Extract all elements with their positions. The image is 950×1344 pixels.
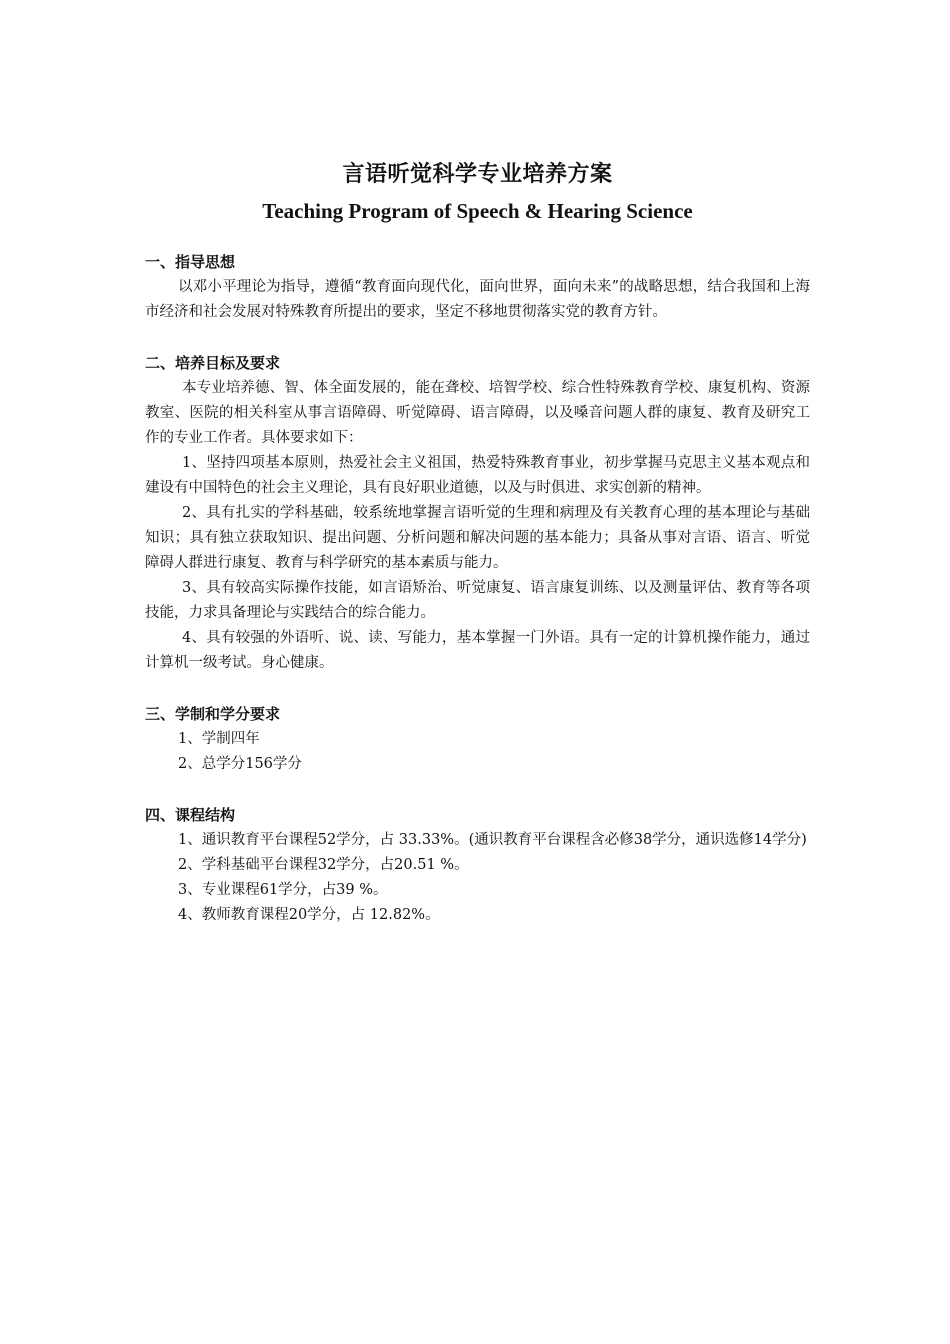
section-paragraph: 以邓小平理论为指导，遵循“教育面向现代化，面向世界，面向未来”的战略思想，结合我国和上海市经济和社会发展对特殊教育所提出的要求，坚定不移地贯彻落实党的教育方针。 [145, 279, 810, 320]
section-heading: 四、课程结构 [145, 806, 236, 824]
document-title: 言语听觉科学专业培养方案 [342, 162, 613, 187]
list-item: 1、通识教育平台课程52学分，占 33.33%。(通识教育平台课程含必修38学分，通识选修14学分) [178, 832, 807, 848]
requirement-item: 2、具有扎实的学科基础，较系统地掌握言语听觉的生理和病理及有关教育心理的基本理论与基础知识；具有独立获取知识、提出问题、分析问题和解决问题的基本能力；具备从事对言语、语言、听觉障碍人群进行康复、教育与科学研究的基本素质与能力。 [145, 505, 810, 571]
section-guiding-ideology [145, 250, 810, 325]
requirement-item: 3、具有较高实际操作技能，如言语矫治、听觉康复、语言康复训练、以及测量评估、教育等各项技能，力求具备理论与实践结合的综合能力。 [145, 580, 810, 621]
requirement-item: 4、具有较强的外语听、说、读、写能力，基本掌握一门外语。具有一定的计算机操作能力，通过计算机一级考试。身心健康。 [145, 630, 810, 671]
section-heading: 二、培养目标及要求 [145, 354, 281, 372]
list-item: 2、学科基础平台课程32学分，占20.51 %。 [178, 857, 469, 873]
section-paragraph: 本专业培养德、智、体全面发展的，能在聋校、培智学校、综合性特殊教育学校、康复机构、资源教室、医院的相关科室从事言语障碍、听觉障碍、语言障碍，以及嗓音问题人群的康复、教育及研究工作的专业工作者。具体要求如下： [145, 380, 810, 446]
section-course-structure [145, 803, 810, 928]
section-duration-credits [145, 702, 810, 777]
list-item: 4、教师教育课程20学分，占 12.82%。 [178, 907, 440, 923]
list-item: 3、专业课程61学分，占39 %。 [178, 882, 388, 898]
document-page [145, 158, 810, 928]
section-heading: 三、学制和学分要求 [145, 705, 281, 723]
list-item: 1、学制四年 [178, 731, 260, 747]
section-training-goals [145, 351, 810, 676]
document-subtitle: Teaching Program of Speech & Hearing Science [262, 199, 693, 223]
section-heading: 一、指导思想 [145, 253, 236, 271]
list-item: 2、总学分156学分 [178, 756, 302, 772]
requirement-item: 1、坚持四项基本原则，热爱社会主义祖国，热爱特殊教育事业，初步掌握马克思主义基本观点和建设有中国特色的社会主义理论，具有良好职业道德，以及与时俱进、求实创新的精神。 [145, 455, 810, 496]
